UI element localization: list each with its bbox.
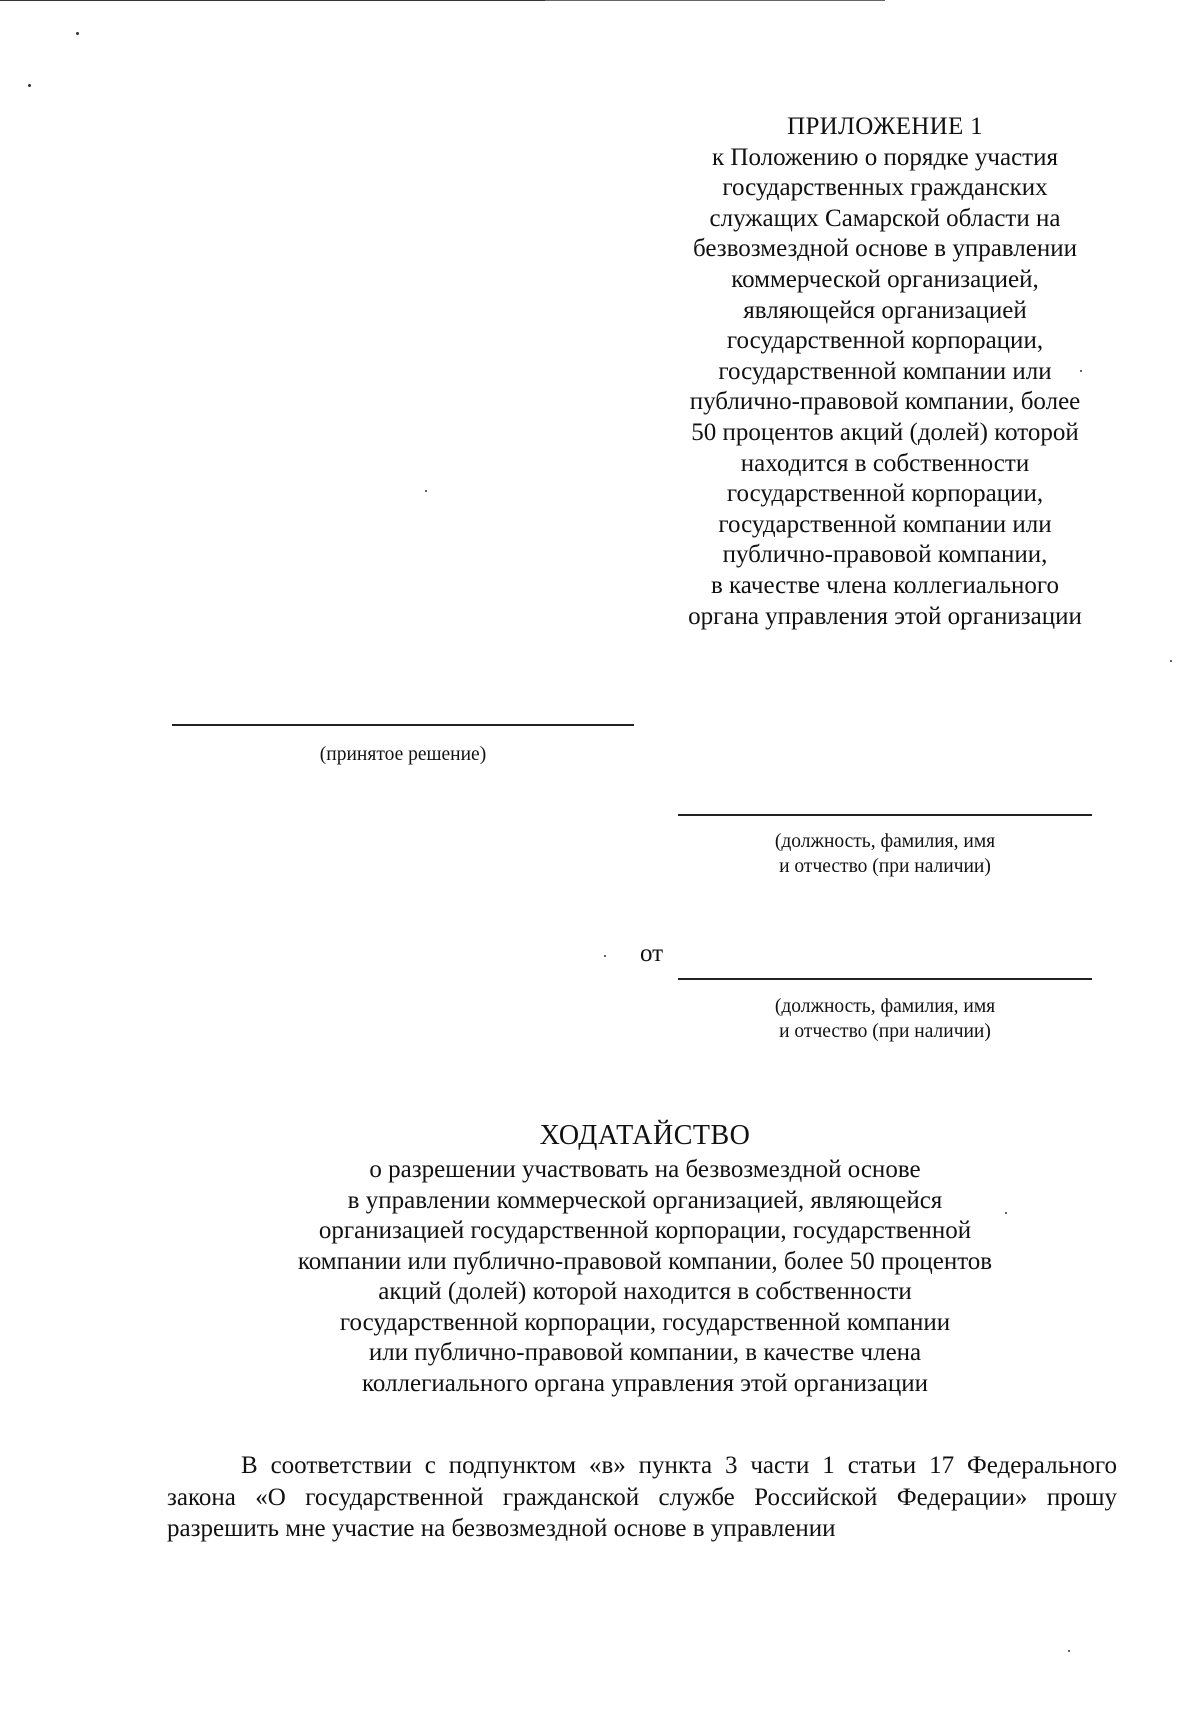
appendix-line: находится в собственности [740, 449, 1030, 477]
sender-caption-line: и отчество (при наличии) [779, 1021, 991, 1042]
decision-caption: (принятое решение) [319, 744, 487, 765]
appendix-line: являющейся организацией [743, 296, 1027, 324]
petition-subheading-line: акций (долей) которой находится в собственности [378, 1278, 912, 1305]
addressee-blank-line[interactable] [678, 814, 1092, 816]
petition-subheading-line: или публично-правовой компании, в качестве члена [368, 1339, 922, 1366]
petition-heading: ХОДАТАЙСТВО [539, 1120, 751, 1151]
addressee-caption [678, 829, 1092, 879]
sender-caption-line: (должность, фамилия, имя [774, 996, 996, 1017]
top-edge-rule [0, 0, 560, 1]
petition-subheading-line: компании или публично-правовой компании, более 50 процентов [297, 1247, 993, 1275]
scan-speck [425, 490, 427, 492]
petition-body-paragraph: В соответствии с подпунктом «в» пункта 3 части 1 статьи 17 Федерального закона «О государственной гражданской службе Российской Федерации» прошу разрешить мне участие на безвозмездной основе в управлении [167, 1452, 1117, 1542]
petition-subheading [200, 1155, 1090, 1399]
scan-speck [1068, 1650, 1070, 1652]
sender-blank-line[interactable] [678, 978, 1092, 980]
appendix-block [645, 112, 1125, 632]
scan-speck [1005, 1212, 1007, 1214]
petition-subheading-line: государственной корпорации, государственной компании [339, 1308, 951, 1336]
appendix-line: государственной компании или [718, 510, 1052, 538]
appendix-line: в качестве члена коллегиального [710, 571, 1060, 599]
petition-subheading-line: организацией государственной корпорации, государственной [318, 1217, 972, 1244]
decision-blank-line[interactable] [172, 724, 634, 726]
appendix-line: 50 процентов акций (долей) которой [691, 418, 1079, 446]
appendix-line: публично-правовой компании, [722, 541, 1048, 569]
addressee-caption-line: (должность, фамилия, имя [774, 831, 996, 852]
scan-speck [1170, 660, 1172, 662]
scan-speck [604, 955, 606, 957]
appendix-line: государственных гражданских [722, 174, 1048, 202]
appendix-line: государственной корпорации, [726, 480, 1044, 508]
top-edge-rule-2 [545, 0, 885, 1]
petition-subheading-line: в управлении коммерческой организацией, являющейся [347, 1186, 943, 1214]
petition-subheading-line: о разрешении участвовать на безвозмездной основе [369, 1156, 921, 1183]
appendix-line: безвозмездной основе в управлении [692, 235, 1077, 263]
appendix-line: к Положению о порядке участия [712, 143, 1058, 171]
appendix-line: служащих Самарской области на [709, 204, 1061, 232]
appendix-title: ПРИЛОЖЕНИЕ 1 [787, 113, 983, 140]
scan-speck [1080, 370, 1082, 372]
appendix-line: государственной компании или [718, 357, 1052, 385]
petition-subheading-line: коллегиального органа управления этой организации [362, 1369, 928, 1397]
appendix-line: публично-правовой компании, более [689, 388, 1081, 416]
scan-speck [76, 32, 79, 35]
addressee-caption-line: и отчество (при наличии) [779, 856, 991, 877]
appendix-line: органа управления этой организации [688, 602, 1082, 630]
scan-speck [28, 84, 31, 87]
appendix-line: государственной корпорации, [726, 327, 1044, 355]
sender-caption [678, 994, 1092, 1044]
from-label: от [640, 940, 664, 967]
appendix-line: коммерческой организацией, [731, 265, 1039, 293]
